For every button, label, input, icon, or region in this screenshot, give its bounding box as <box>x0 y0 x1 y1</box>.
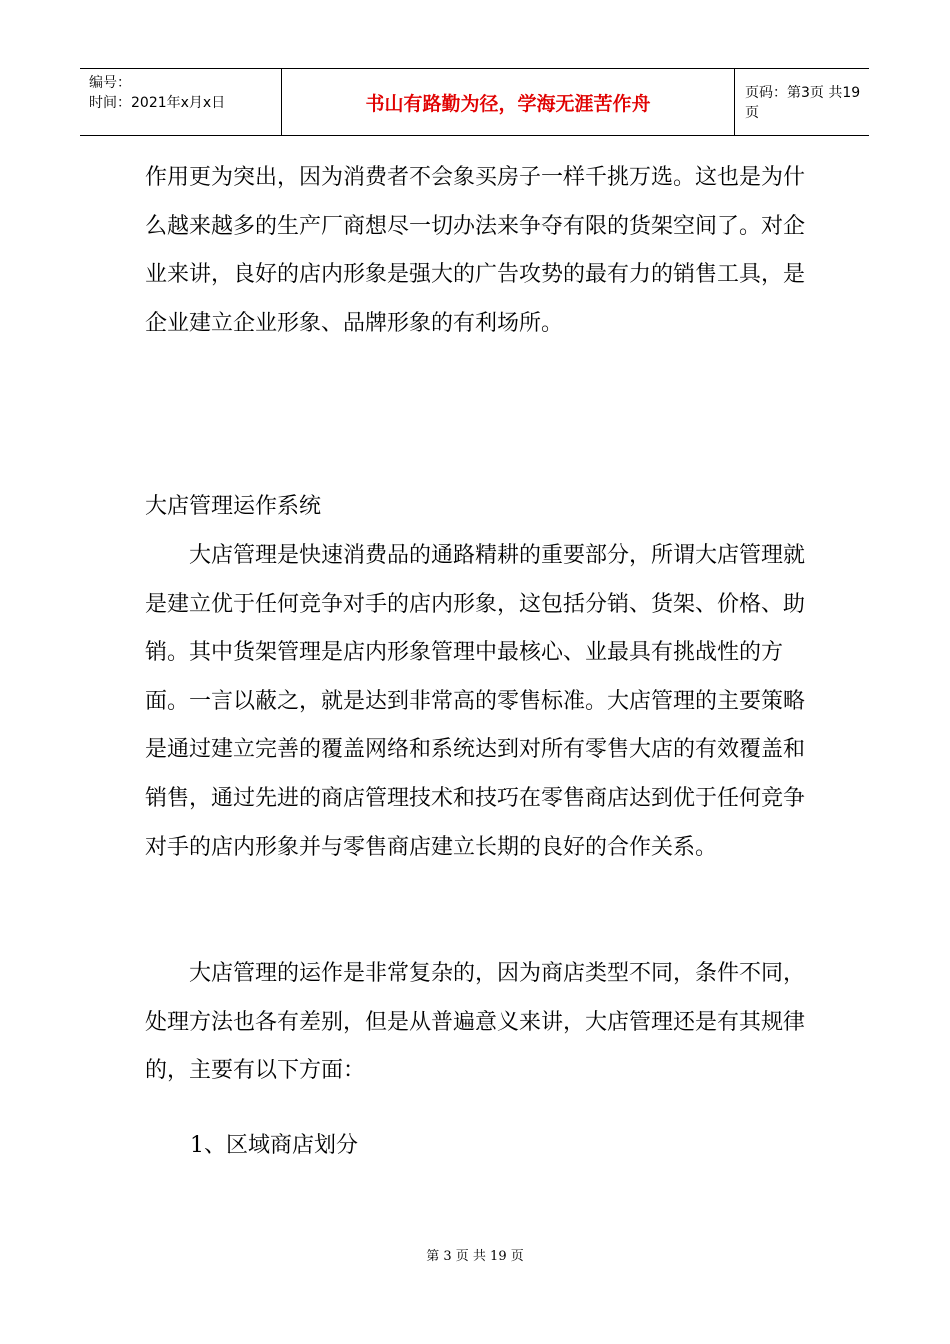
section-title: 大店管理运作系统 <box>145 494 322 519</box>
header-motto: 书山有路勤为径，学海无涯苦作舟 <box>282 69 735 135</box>
number-label: 编号： <box>89 75 131 91</box>
body-paragraph-2: 大店管理的运作是非常复杂的，因为商店类型不同，条件不同，处理方法也各有差别，但是从普遍意义来讲，大店管理还是有其规律的，主要有以下方面： <box>145 961 806 1084</box>
page-footer: 第 3 页 共 19 页 <box>426 1249 524 1264</box>
date-line: 时间：2021年x月x日 <box>89 95 226 111</box>
header-page-info: 页码：第3页 共19页 <box>745 85 861 121</box>
body-paragraph-1: 大店管理是快速消费品的通路精耕的重要部分，所谓大店管理就是建立优于任何竞争对手的店内形象，这包括分销、货架、价格、助销。其中货架管理是店内形象管理中最核心、业最具有挑战性的方面。一言以蔽之，就是达到非常高的零售标准。大店管理的主要策略是通过建立完善的覆盖网络和系统达到对所有零售大店的有效覆盖和销售，通过先进的商店管理技术和技巧在零售商店达到优于任何竞争对手的店内形象并与零售商店建立长期的良好的合作关系。 <box>145 543 806 860</box>
header-meta <box>80 69 282 135</box>
body-paragraph-top: 作用更为突出，因为消费者不会象买房子一样千挑万选。这也是为什么越来越多的生产厂商想尽一切办法来争夺有限的货架空间了。对企业来讲，良好的店内形象是强大的广告攻势的最有力的销售工具，是企业建立企业形象、品牌形象的有利场所。 <box>145 165 806 336</box>
subheading: 1、区域商店划分 <box>190 1133 358 1158</box>
page-header <box>80 68 869 136</box>
